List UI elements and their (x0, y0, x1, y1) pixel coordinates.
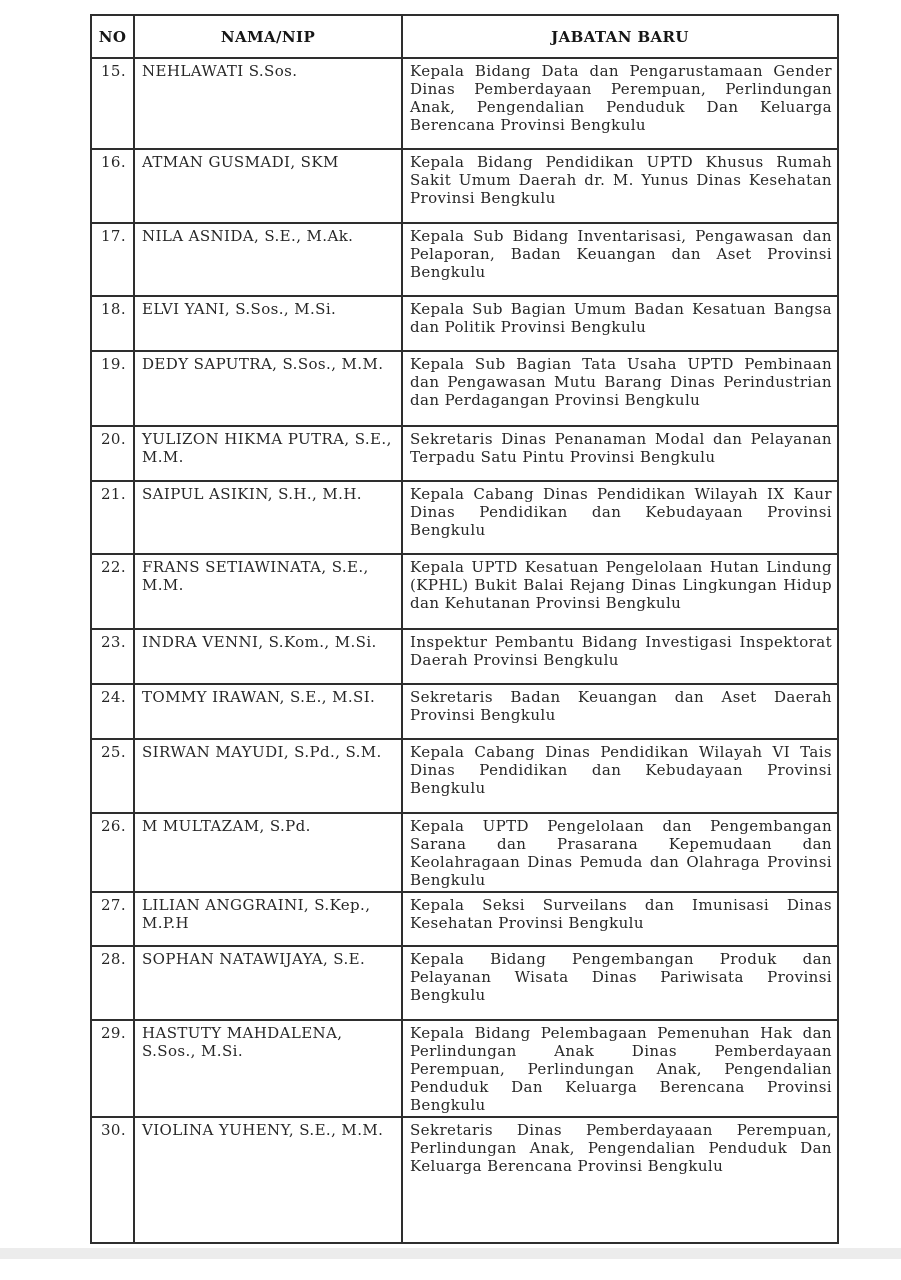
row-number-cell: 30. (91, 1117, 134, 1243)
row-number-cell: 24. (91, 684, 134, 739)
name-cell: INDRA VENNI, S.Kom., M.Si. (134, 629, 402, 684)
position-cell: Kepala Bidang Data dan Pengarustamaan Gender Dinas Pemberdayaan Perempuan, Perlindungan Anak, Pengendalian Penduduk Dan Keluarga Berencana Provinsi Bengkulu (402, 58, 838, 149)
name-cell: NILA ASNIDA, S.E., M.Ak. (134, 223, 402, 296)
table-row (91, 739, 838, 813)
officials-table (90, 14, 839, 1244)
table-row (91, 296, 838, 351)
table-row (91, 351, 838, 426)
table-row (91, 223, 838, 296)
row-number-cell: 25. (91, 739, 134, 813)
row-number-cell: 18. (91, 296, 134, 351)
position-cell: Kepala Sub Bagian Umum Badan Kesatuan Bangsa dan Politik Provinsi Bengkulu (402, 296, 838, 351)
table-row (91, 813, 838, 892)
position-cell: Kepala Sub Bagian Tata Usaha UPTD Pembinaan dan Pengawasan Mutu Barang Dinas Perindustrian dan Perdagangan Provinsi Bengkulu (402, 351, 838, 426)
name-cell: YULIZON HIKMA PUTRA, S.E., M.M. (134, 426, 402, 481)
row-number-cell: 19. (91, 351, 134, 426)
position-cell: Kepala Bidang Pelembagaan Pemenuhan Hak dan Perlindungan Anak Dinas Pemberdayaan Perempuan, Perlindungan Anak, Pengendalian Penduduk Dan Keluarga Berencana Provinsi Bengkulu (402, 1020, 838, 1117)
table-header-row (91, 15, 838, 58)
row-number-cell: 16. (91, 149, 134, 223)
name-cell: ELVI YANI, S.Sos., M.Si. (134, 296, 402, 351)
row-number-cell: 22. (91, 554, 134, 629)
position-cell: Kepala UPTD Pengelolaan dan Pengembangan Sarana dan Prasarana Kepemudaan dan Keolahragaan Dinas Pemuda dan Olahraga Provinsi Bengkulu (402, 813, 838, 892)
table-row (91, 629, 838, 684)
name-cell: SAIPUL ASIKIN, S.H., M.H. (134, 481, 402, 554)
position-cell: Kepala UPTD Kesatuan Pengelolaan Hutan Lindung (KPHL) Bukit Balai Rejang Dinas Lingkungan Hidup dan Kehutanan Provinsi Bengkulu (402, 554, 838, 629)
position-cell: Kepala Cabang Dinas Pendidikan Wilayah IX Kaur Dinas Pendidikan dan Kebudayaan Provinsi Bengkulu (402, 481, 838, 554)
name-cell: SIRWAN MAYUDI, S.Pd., S.M. (134, 739, 402, 813)
table-row (91, 58, 838, 149)
position-cell: Sekretaris Badan Keuangan dan Aset Daerah Provinsi Bengkulu (402, 684, 838, 739)
name-cell: SOPHAN NATAWIJAYA, S.E. (134, 946, 402, 1020)
row-number-cell: 17. (91, 223, 134, 296)
name-cell: TOMMY IRAWAN, S.E., M.SI. (134, 684, 402, 739)
column-header-jabatan-baru: JABATAN BARU (402, 15, 838, 58)
row-number-cell: 29. (91, 1020, 134, 1117)
position-cell: Kepala Cabang Dinas Pendidikan Wilayah VI Tais Dinas Pendidikan dan Kebudayaan Provinsi Bengkulu (402, 739, 838, 813)
position-cell: Kepala Bidang Pengembangan Produk dan Pelayanan Wisata Dinas Pariwisata Provinsi Bengkulu (402, 946, 838, 1020)
column-header-nama-nip: NAMA/NIP (134, 15, 402, 58)
position-cell: Inspektur Pembantu Bidang Investigasi Inspektorat Daerah Provinsi Bengkulu (402, 629, 838, 684)
position-cell: Kepala Bidang Pendidikan UPTD Khusus Rumah Sakit Umum Daerah dr. M. Yunus Dinas Kesehatan Provinsi Bengkulu (402, 149, 838, 223)
table-row (91, 426, 838, 481)
row-number-cell: 28. (91, 946, 134, 1020)
table-row (91, 684, 838, 739)
name-cell: NEHLAWATI S.Sos. (134, 58, 402, 149)
position-cell: Sekretaris Dinas Penanaman Modal dan Pelayanan Terpadu Satu Pintu Provinsi Bengkulu (402, 426, 838, 481)
table-row (91, 481, 838, 554)
name-cell: ATMAN GUSMADI, SKM (134, 149, 402, 223)
name-cell: FRANS SETIAWINATA, S.E., M.M. (134, 554, 402, 629)
name-cell: HASTUTY MAHDALENA, S.Sos., M.Si. (134, 1020, 402, 1117)
table-row (91, 946, 838, 1020)
table-row (91, 1117, 838, 1243)
table-row (91, 149, 838, 223)
officials-table-container (90, 14, 837, 1244)
row-number-cell: 15. (91, 58, 134, 149)
table-body (91, 58, 838, 1243)
row-number-cell: 27. (91, 892, 134, 946)
page-separator-bar (0, 1248, 901, 1259)
row-number-cell: 23. (91, 629, 134, 684)
name-cell: M MULTAZAM, S.Pd. (134, 813, 402, 892)
name-cell: LILIAN ANGGRAINI, S.Kep., M.P.H (134, 892, 402, 946)
table-row (91, 1020, 838, 1117)
name-cell: DEDY SAPUTRA, S.Sos., M.M. (134, 351, 402, 426)
name-cell: VIOLINA YUHENY, S.E., M.M. (134, 1117, 402, 1243)
position-cell: Sekretaris Dinas Pemberdayaaan Perempuan, Perlindungan Anak, Pengendalian Penduduk Dan Keluarga Berencana Provinsi Bengkulu (402, 1117, 838, 1243)
table-row (91, 554, 838, 629)
row-number-cell: 20. (91, 426, 134, 481)
position-cell: Kepala Seksi Surveilans dan Imunisasi Dinas Kesehatan Provinsi Bengkulu (402, 892, 838, 946)
position-cell: Kepala Sub Bidang Inventarisasi, Pengawasan dan Pelaporan, Badan Keuangan dan Aset Provinsi Bengkulu (402, 223, 838, 296)
row-number-cell: 21. (91, 481, 134, 554)
table-row (91, 892, 838, 946)
row-number-cell: 26. (91, 813, 134, 892)
column-header-no: NO (91, 15, 134, 58)
